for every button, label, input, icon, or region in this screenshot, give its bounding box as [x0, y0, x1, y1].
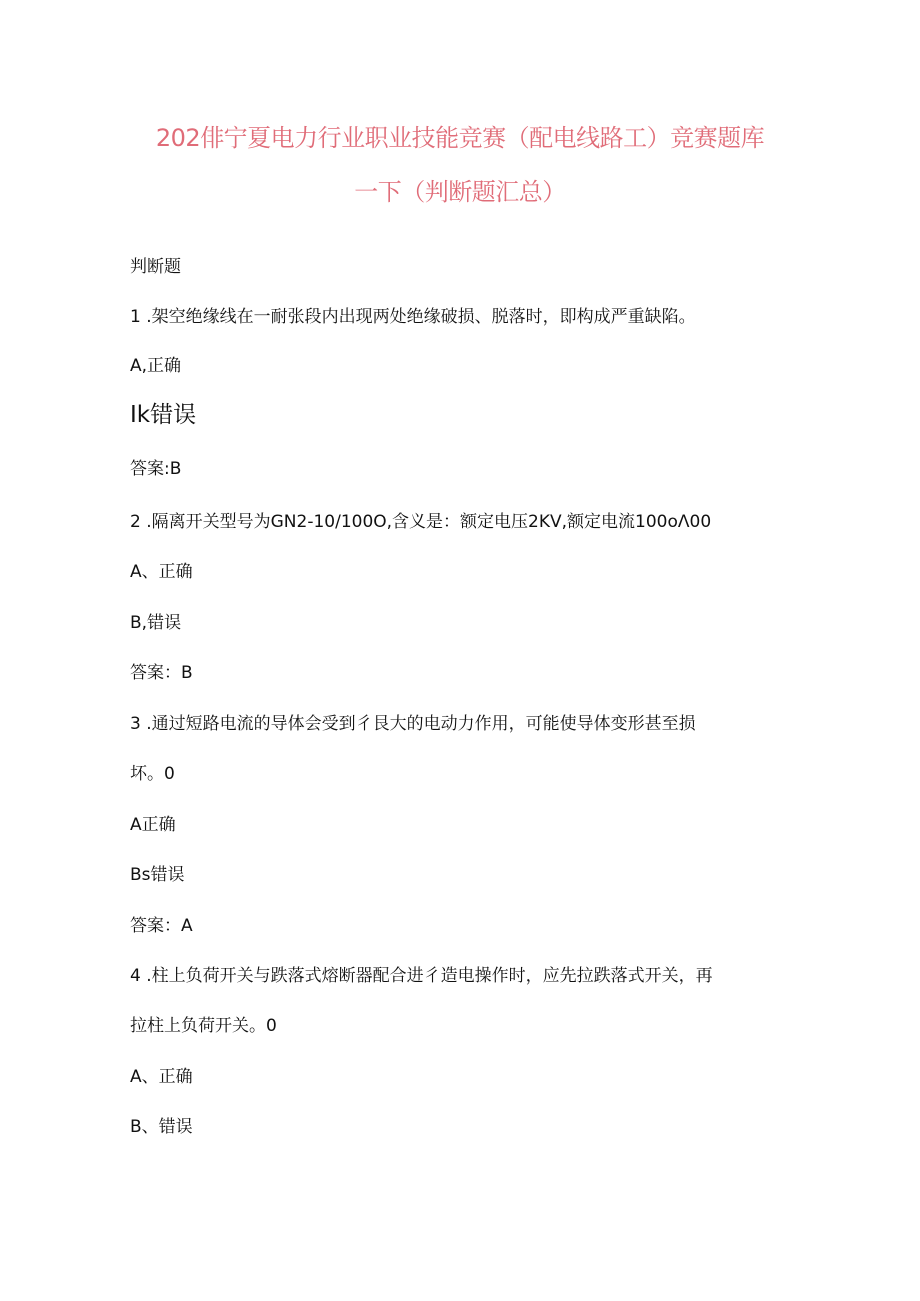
title-line-2: 一下（判断题汇总）: [354, 178, 566, 206]
option-b: Ik错误: [130, 402, 197, 428]
question-text: 3 .通过短路电流的导体会受到彳艮大的电动力作用，可能使导体变形甚至损: [130, 714, 696, 734]
option-a: A、正确: [130, 1067, 193, 1087]
option-a: A,正确: [130, 356, 182, 376]
question-text: 4 .柱上负荷开关与跌落式熔断器配合进彳造电操作时，应先拉跌落式开关，再: [130, 966, 713, 986]
question-text-continued: 坏。0: [130, 764, 175, 784]
option-b: B,错误: [130, 613, 182, 633]
answer: 答案：B: [130, 663, 193, 683]
question-text: 1 .架空绝缘线在一耐张段内出现两处绝缘破损、脱落时，即构成严重缺陷。: [130, 307, 696, 327]
option-b: Bs错误: [130, 865, 185, 885]
option-a: A、正确: [130, 562, 193, 582]
question-text: 2 .隔离开关型号为GN2-10/100O,含义是：额定电压2KV,额定电流100oΛ00: [130, 512, 712, 532]
title-line-1: 202俳宁夏电力行业职业技能竞赛（配电线路工）竞赛题库: [155, 124, 765, 152]
answer: 答案：A: [130, 916, 193, 936]
question-text-continued: 拉柱上负荷开关。0: [130, 1016, 277, 1036]
option-b: B、错误: [130, 1117, 193, 1137]
section-heading: 判断题: [130, 257, 181, 277]
option-a: A正确: [130, 815, 176, 835]
answer: 答案:B: [130, 459, 182, 479]
